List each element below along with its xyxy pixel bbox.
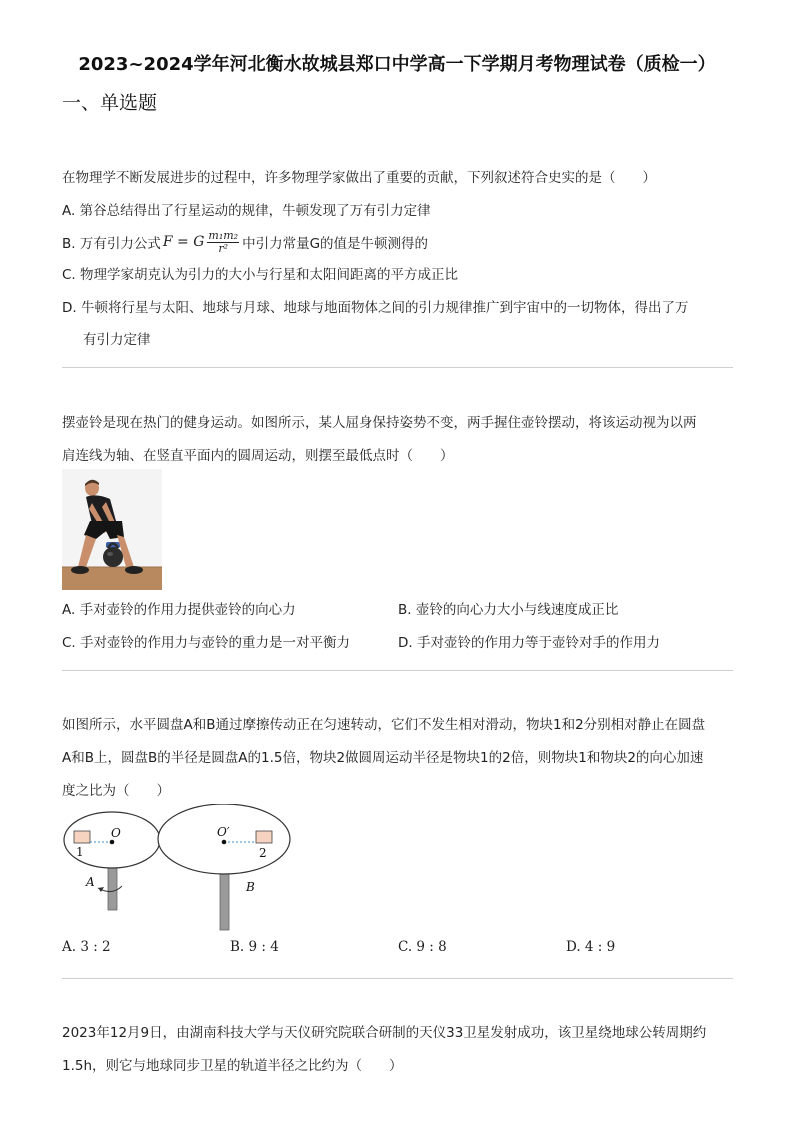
divider [62,978,733,979]
q2-option-a: A. 手对壶铃的作用力提供壶铃的向心力 [62,602,296,618]
q4-stem-line1: 2023年12月9日，由湖南科技大学与天仪研究院联合研制的天仪33卫星发射成功，该卫星绕地球公转周期约 [62,1025,707,1041]
divider [62,367,733,368]
q3-option-d: D. 4 : 9 [566,939,616,955]
q3-option-b: B. 9 : 4 [230,939,279,955]
label-1: 1 [76,845,84,859]
q3-stem-line1: 如图所示，水平圆盘A和B通过摩擦传动正在匀速转动，它们不发生相对滑动，物块1和2分别相对静止在圆盘 [62,717,706,733]
q1-option-b-prefix: B. 万有引力公式 [62,236,161,252]
kettlebell-swing-photo [62,469,162,590]
section-heading: 一、单选题 [62,92,158,114]
q1-option-b [62,226,428,258]
block-2 [256,831,272,843]
q1-option-c: C. 物理学家胡克认为引力的大小与行星和太阳间距离的平方成正比 [62,267,459,283]
label-b: B [246,880,255,894]
q1-option-b-suffix: 中引力常量G的值是牛顿测得的 [242,236,429,252]
center-o-prime-dot [222,840,227,845]
center-o-dot [110,840,115,845]
label-a: A [86,875,95,889]
q3-stem-line2: A和B上，圆盘B的半径是圆盘A的1.5倍，物块2做圆周运动半径是物块1的2倍，则物块1和物块2的向心加速 [62,750,704,766]
q2-option-d: D. 手对壶铃的作用力等于壶铃对手的作用力 [398,635,660,651]
label-o: O [111,826,121,840]
q3-stem-line3: 度之比为（ ） [62,783,170,799]
q1-option-a: A. 第谷总结得出了行星运动的规律，牛顿发现了万有引力定律 [62,203,431,219]
gravity-formula-denominator: r² [218,241,229,255]
label-2: 2 [259,846,267,860]
gravity-formula-numerator: m₁m₂ [208,228,239,242]
divider [62,670,733,671]
q3-option-a: A. 3 : 2 [62,939,111,955]
q1-option-d-line2: 有引力定律 [83,332,151,348]
label-o-prime: O′ [217,825,230,839]
friction-discs-diagram [60,804,300,934]
gravity-formula-fraction [207,230,239,255]
q2-stem-line2: 肩连线为轴、在竖直平面内的圆周运动，则摆至最低点时（ ） [62,448,454,464]
page-title: 2023~2024学年河北衡水故城县郑口中学高一下学期月考物理试卷（质检一） [78,54,716,75]
q3-option-c: C. 9 : 8 [398,939,447,955]
q2-stem-line1: 摆壶铃是现在热门的健身运动。如图所示，某人屈身保持姿势不变，两手握住壶铃摆动，将该运动视为以两 [62,415,697,431]
q2-option-c: C. 手对壶铃的作用力与壶铃的重力是一对平衡力 [62,635,351,651]
q4-stem-line2: 1.5h，则它与地球同步卫星的轨道半径之比约为（ ） [62,1058,403,1074]
q1-stem: 在物理学不断发展进步的过程中，许多物理学家做出了重要的贡献，下列叙述符合史实的是（ ） [62,170,656,186]
q2-option-b: B. 壶铃的向心力大小与线速度成正比 [398,602,619,618]
q1-option-d-line1: D. 牛顿将行星与太阳、地球与月球、地球与地面物体之间的引力规律推广到宇宙中的一切物体，得出了万 [62,300,689,316]
block-1 [74,831,90,843]
gravity-formula-lhs: F = G [162,234,205,250]
